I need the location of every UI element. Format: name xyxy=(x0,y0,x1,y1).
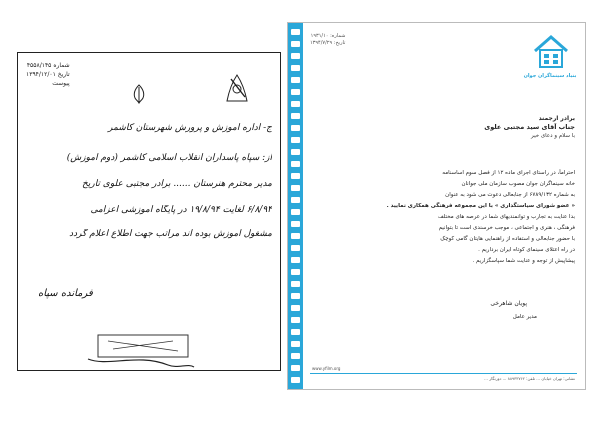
official-stamp xyxy=(78,333,198,371)
film-sprocket-hole xyxy=(291,365,300,371)
reference-number: شماره ۴۵۵۸/۱۴۵ xyxy=(26,62,70,69)
reference-stamp xyxy=(26,61,70,88)
footer-address: نشانی: تهران خیابان ... تلفن: ۸۸۹۳۳۷۶۲ ... دورنگار ... xyxy=(484,376,575,381)
signer-title: مدیر عامل xyxy=(512,314,537,320)
film-strip-border xyxy=(288,23,303,389)
greeting: با سلام و دعای خیر xyxy=(531,133,575,139)
film-sprocket-hole xyxy=(291,377,300,383)
film-sprocket-hole xyxy=(291,269,300,275)
film-sprocket-hole xyxy=(291,233,300,239)
film-sprocket-hole xyxy=(291,29,300,35)
irgc-emblem-icon xyxy=(223,71,251,105)
film-sprocket-hole xyxy=(291,209,300,215)
handwritten-line: از: سپاه پاسداران انقلاب اسلامی کاشمر (دوم آموزش) xyxy=(66,153,272,163)
film-sprocket-hole xyxy=(291,353,300,359)
film-sprocket-hole xyxy=(291,173,300,179)
letter-date: تاریخ: ۱۳۹۴/۷/۲۹ xyxy=(310,40,346,46)
footer-divider xyxy=(310,373,577,374)
film-sprocket-hole xyxy=(291,77,300,83)
film-sprocket-hole xyxy=(291,161,300,167)
organization-name: بنیاد سینماگران جوان xyxy=(523,73,577,79)
film-sprocket-hole xyxy=(291,41,300,47)
handwritten-line: ۶/۸/۹۴ لغایت ۱۹/۸/۹۴ در پایگاه آموزشی اعزامی xyxy=(90,205,272,215)
body-line: بدا عنایت به تجارب و توانمندیهای شما در عرصه های مختلف xyxy=(438,214,575,220)
film-sprocket-hole xyxy=(291,89,300,95)
film-sprocket-hole xyxy=(291,329,300,335)
film-sprocket-hole xyxy=(291,101,300,107)
film-sprocket-hole xyxy=(291,113,300,119)
official-letter xyxy=(287,22,586,390)
body-line: در راه اعتلای سینمای کوتاه ایران برداریم . xyxy=(478,247,575,253)
film-sprocket-hole xyxy=(291,245,300,251)
handwritten-line: مشغول آموزش بوده اند مراتب جهت اطلاع اعلام گردد xyxy=(69,229,272,239)
body-line: احتراماً، در راستای اجرای ماده ۱۲ از فصل سوم اساسنامه xyxy=(442,170,575,176)
film-sprocket-hole xyxy=(291,305,300,311)
film-sprocket-hole xyxy=(291,197,300,203)
signer-name: پویان شاهرخی xyxy=(490,300,527,307)
film-sprocket-hole xyxy=(291,185,300,191)
film-sprocket-hole xyxy=(291,221,300,227)
handwritten-line: مدیر محترم هنرستان ...... برادر مجتبی علوی تاریخ xyxy=(82,179,272,189)
handwritten-signature: فرمانده سپاه xyxy=(38,288,93,299)
salutation: برادر ارجمند xyxy=(538,115,575,122)
body-line: فرهنگی ، هنری و اجتماعی ، موجب خرسندی است تا بتوانیم xyxy=(438,225,575,231)
body-line: به شماره ۶۷۸۹/۱۳۲ از جنابعالی دعوت می شود به عنوان xyxy=(445,192,575,198)
house-logo-icon xyxy=(531,31,571,71)
film-sprocket-hole xyxy=(291,125,300,131)
body-line: « عضو شورای سیاستگذاری » با این مجموعه فرهنگی همکاری نمایید . xyxy=(386,203,575,209)
iran-emblem-icon xyxy=(128,83,150,105)
body-line: با حضور جنابعالی و استفاده از راهنمایی هایتان گامی کوچک xyxy=(440,236,575,242)
handwritten-letter xyxy=(17,52,281,371)
film-sprocket-hole xyxy=(291,257,300,263)
letter-reference xyxy=(310,33,345,47)
handwritten-line: ج- اداره آموزش و پرورش شهرستان کاشمر xyxy=(108,123,272,133)
film-sprocket-hole xyxy=(291,149,300,155)
film-sprocket-hole xyxy=(291,317,300,323)
letter-number: شماره: ۱۹۳۱/۱۰ xyxy=(310,33,346,39)
film-sprocket-hole xyxy=(291,53,300,59)
film-sprocket-hole xyxy=(291,293,300,299)
body-line: خانه سینماگران جوان مصوب سازمان ملی جوانان xyxy=(461,181,575,187)
website: www.yfilm.org xyxy=(312,366,341,371)
film-sprocket-hole xyxy=(291,65,300,71)
body-line: پیشاپیش از توجه و عنایت شما سپاسگزاریم . xyxy=(472,258,575,264)
film-sprocket-hole xyxy=(291,137,300,143)
reference-date: تاریخ ۱۳۹۴/۱۲/۰۱ xyxy=(26,71,70,78)
film-sprocket-hole xyxy=(291,341,300,347)
reference-attachment: پیوست xyxy=(52,80,70,87)
film-sprocket-hole xyxy=(291,281,300,287)
addressee: جناب آقای سید مجتبی علوی xyxy=(484,123,575,131)
